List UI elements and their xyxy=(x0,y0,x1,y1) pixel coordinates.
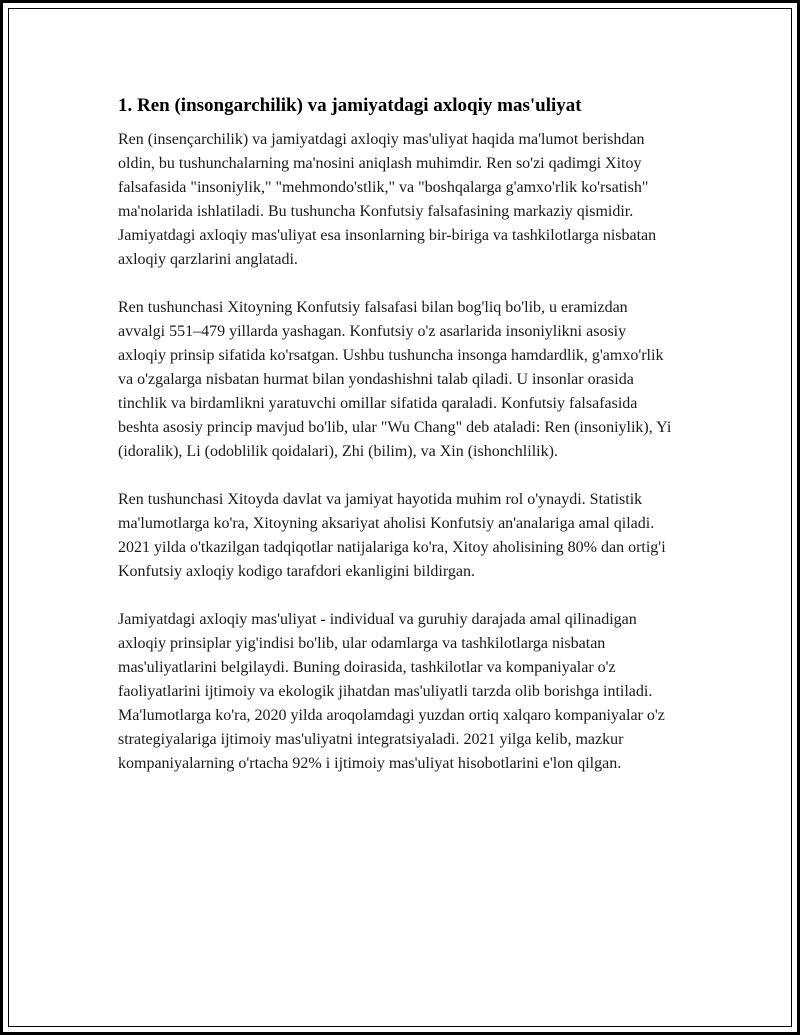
section-heading: 1. Ren (insongarchilik) va jamiyatdagi axloqiy mas'uliyat xyxy=(118,95,582,116)
paragraph-3: Ren tushunchasi Xitoyda davlat va jamiyat hayotida muhim rol o'ynaydi. Statistik ma'lumotlarga ko'ra, Xitoyning aksariyat aholisi Konfutsiy an'analariga amal qiladi. 2021 yilda o'tkazilgan tadqiqotlar natijalariga ko'ra, Xitoy aholisining 80% dan ortig'i Konfutsiy axloqiy kodigo tarafdori ekanligini bildirgan. xyxy=(118,491,666,580)
paragraph-1: Ren (insençarchilik) va jamiyatdagi axloqiy mas'uliyat haqida ma'lumot berishdan oldin, bu tushunchalarning ma'nosini aniqlash muhimdir. Ren so'zi qadimgi Xitoy falsafasida "insoniylik," "mehmondo'stlik," va "boshqalarga g'amxo'rlik ko'rsatish" ma'nolarida ishlatiladi. Bu tushuncha Konfutsiy falsafasining markaziy qismidir. Jamiyatdagi axloqiy mas'uliyat esa insonlarning bir-biriga va tashkilotlarga nisbatan axloqiy qarzlarini anglatadi. xyxy=(118,131,657,268)
document-body xyxy=(118,94,678,800)
paragraph-2: Ren tushunchasi Xitoyning Konfutsiy falsafasi bilan bog'liq bo'lib, u eramizdan avvalgi 551–479 yillarda yashagan. Konfutsiy o'z asarlarida insoniylikni asosiy axloqiy prinsip sifatida ko'rsatgan. Ushbu tushuncha insonga hamdardlik, g'amxo'rlik va o'zgalarga nisbatan hurmat bilan yondashishni talab qiladi. U insonlar orasida tinchlik va birdamlikni yaratuvchi omillar sifatida qaraladi. Konfutsiy falsafasida beshta asosiy princip mavjud bo'lib, ular "Wu Chang" deb ataladi: Ren (insoniylik), Yi (idoralik), Li (odoblilik qoidalari), Zhi (bilim), va Xin (ishonchlilik). xyxy=(118,299,672,460)
paragraph-4: Jamiyatdagi axloqiy mas'uliyat - individual va guruhiy darajada amal qilinadigan axloqiy prinsiplar yig'indisi bo'lib, ular odamlarga va tashkilotlarga nisbatan mas'uliyatlarini belgilaydi. Buning doirasida, tashkilotlar va kompaniyalar o'z faoliyatlarini ijtimoiy va ekologik jihatdan mas'uliyatli tarzda olib borishga intiladi. Ma'lumotlarga ko'ra, 2020 yilda aroqolamdagi yuzdan ortiq xalqaro kompaniyalar o'z strategiyalariga ijtimoiy mas'uliyatni integratsiyaladi. 2021 yilga kelib, mazkur kompaniyalarning o'rtacha 92% i ijtimoiy mas'uliyat hisobotlarini e'lon qilgan. xyxy=(118,611,665,772)
